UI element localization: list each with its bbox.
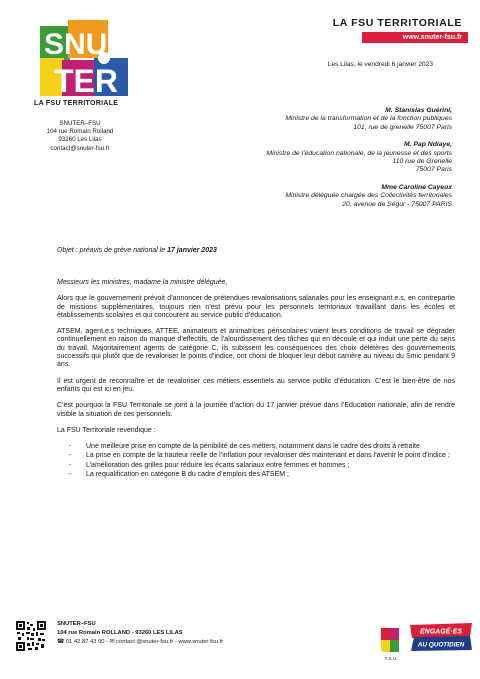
demands-list (57, 443, 455, 479)
brand-url[interactable]: www.snuter-fsu.fr (362, 32, 468, 43)
bullet-dash: - (69, 443, 72, 451)
sender-line: 104 rue Romain Rolland (46, 128, 114, 136)
bullet-dash: - (69, 461, 72, 469)
fsu-label: F.S.U. (384, 656, 398, 661)
date-line: Les Lilas, le vendredi 6 janvier 2023 (327, 61, 433, 68)
paragraph: Alors que le gouvernement prévoit d’annoncer de prétendues revalorisations salariales pour les enseignant.e.s, en contrepartie de missions supplémentaires, toujours rien n’est prévu pour les personnels territoriaux travaillant dans les écoles et établissements scolaires et qui concourent au service public d’éducation. (57, 295, 455, 319)
recipient-line: 20, avenue de Ségur - 75007 PARIS (342, 200, 452, 208)
brand-title: LA FSU TERRITORIALE (332, 17, 462, 29)
snuter-logo (40, 20, 128, 98)
logo-tagline: LA FSU TERRITORIALE (34, 100, 119, 107)
recipient-name: M. Pap Ndiaye, (404, 141, 452, 149)
subject-prefix: Objet : préavis de grève national le (57, 247, 168, 254)
list-item (57, 452, 455, 460)
sender-line: 93260 Les Lilas (58, 136, 102, 144)
footer-address: 104 rue Romain ROLLAND - 93260 LES LILAS (57, 629, 183, 636)
recipient-line: Ministre de la transformation et de la fonction publiques (285, 115, 452, 123)
recipient-name: M. Stanislas Guérini, (385, 107, 452, 114)
sender-address (32, 120, 128, 153)
demand-text: L’amélioration des grilles pour réduire les écarts salariaux entre femmes et hommes ; (86, 461, 350, 469)
paragraph: Il est urgent de reconnaître et de revaloriser ces métiers essentiels au service public d’éducation. C’est le bien-être de nos enfants qui est ici en jeu. (57, 377, 455, 393)
recipient (160, 107, 452, 132)
paragraph: ATSEM, agent.e.s techniques, ATTEE, animateurs et animatrices périscolaires voient leurs conditions de travail se dégrader continuellement en raison du manque d’effectifs, de l’alourdissement des tâches qui en découle et qui induit une perte du sens du travail. Majoritairement agents de catégorie C, ils subissent les conséquences des choix délétères des gouvernements successifs qui plutôt que de revaloriser le points d’indice, ont choisi de bloquer leur début carrière au niveau du Smic pendant 9 ans. (57, 328, 455, 369)
bullet-dash: - (69, 471, 72, 479)
bullet-dash: - (69, 452, 72, 460)
logo-line2: TER (54, 63, 118, 98)
sender-line: SNUTER–FSU (59, 120, 101, 127)
logo-line1: SNU (44, 28, 108, 61)
list-item (57, 462, 455, 470)
demand-text: La requalification en catégorie B du cadre d’emplois des ATSEM ; (86, 471, 289, 479)
recipient-line: Ministre déléguée chargée des Collectivités territoriales (285, 192, 452, 200)
recipients-block (160, 107, 452, 218)
recipient-line: 101, rue de grenelle 75007 Paris (353, 123, 452, 131)
recipient (160, 141, 452, 175)
recipient-line: 75007 Paris (415, 166, 452, 174)
subject-date: 17 janvier 2023 (167, 247, 217, 254)
recipient-name: Mme Caroline Cayeux (381, 183, 452, 191)
footer-contact (57, 620, 307, 646)
paragraph: La FSU Territoriale revendique : (57, 426, 156, 434)
list-item (57, 443, 455, 451)
sender-email: contact@snuter-fsu.fr (50, 144, 110, 152)
engage-line2: AU QUOTIDIEN (417, 641, 465, 649)
footer-contact-line: ☎ 01 42 87 43 00 - ✉ contact @snuter-fsu.fr - www.snuter-fsu.fr (57, 638, 224, 645)
demand-text: Une meilleure prise en compte de la pénibilité de ces métiers, notamment dans le cadre des droits à retraite (86, 443, 420, 451)
salutation: Messieurs les ministres, madame la ministre déléguée, (57, 279, 228, 286)
fsu-logo-icon (378, 624, 402, 656)
paragraph: C’est pourquoi la FSU Territoriale se joint à la journée d’action du 17 janvier prévue dans l’Education nationale, afin de rendre visible la situation de ces personnels. (57, 402, 455, 418)
engage-au-quotidien-badge (410, 623, 472, 651)
recipient (160, 184, 452, 209)
letter-subject (57, 247, 457, 254)
qr-code-icon[interactable] (16, 621, 46, 651)
engage-line1: ENGAGÉ·ES (419, 628, 463, 636)
list-item (57, 471, 455, 479)
recipient-line: Ministre de l’éducation nationale, de la jeunesse et des sports (266, 149, 452, 157)
demand-text: La prise en compte de la hauteur réelle de l’inflation pour revaloriser dès maintenant et dans l’avenir le point d’indice ; (86, 452, 450, 460)
letter-body (57, 279, 455, 480)
footer-name: SNUTER–FSU (57, 621, 96, 627)
recipient-line: 110 rue de Grenelle (392, 158, 452, 166)
